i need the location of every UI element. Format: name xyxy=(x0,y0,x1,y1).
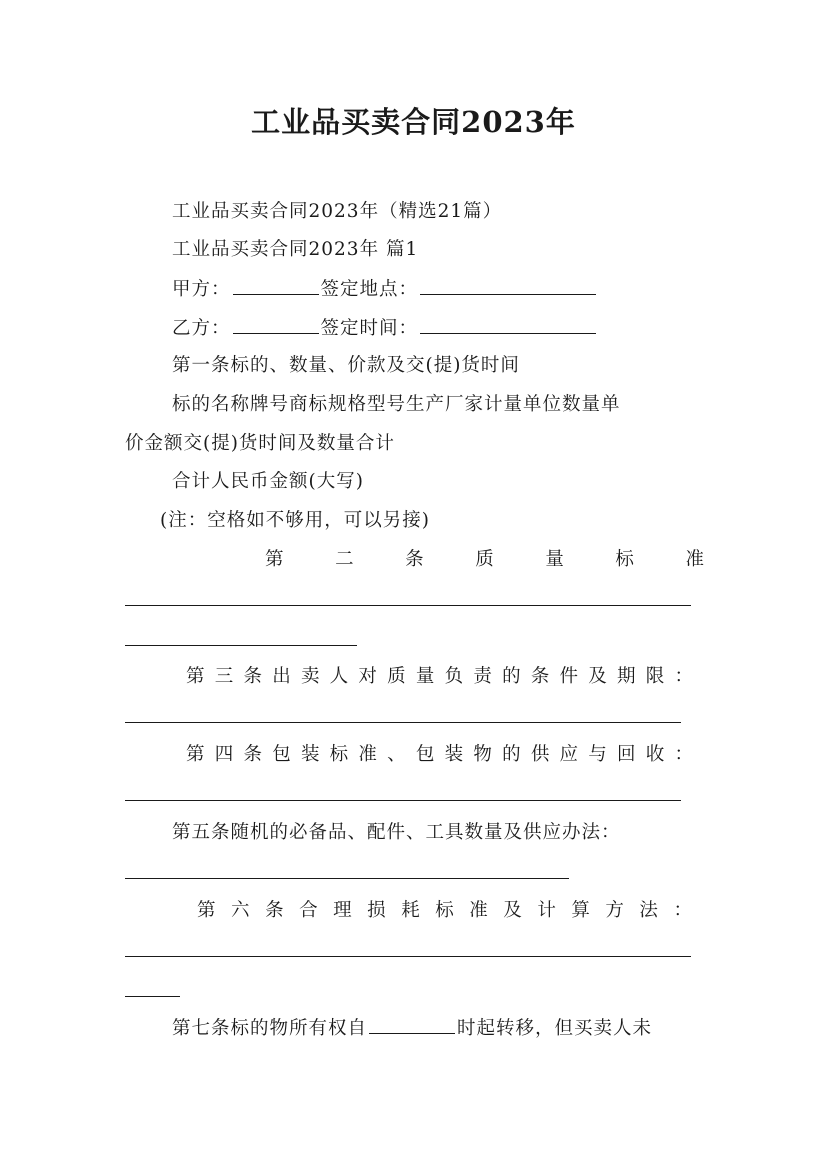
article-4-blank xyxy=(125,800,681,801)
article-3-char: 的 xyxy=(502,666,522,687)
article-1: 第一条标的、数量、价款及交(提)货时间 xyxy=(172,355,520,376)
article-3 xyxy=(186,665,694,689)
article-2-blank xyxy=(125,605,691,606)
party-b-blank xyxy=(233,316,319,334)
sign-time-label: 签定时间： xyxy=(320,318,419,339)
article-3-char: 责 xyxy=(473,666,493,687)
article-4-char: ： xyxy=(674,744,694,765)
article-6-char: 准 xyxy=(469,900,489,921)
article-3-char: 卖 xyxy=(300,666,321,687)
article-3-char: 条 xyxy=(530,666,551,687)
article-6-char: 条 xyxy=(265,900,285,921)
article-4-char: 准 xyxy=(358,744,378,765)
article-4-char: 装 xyxy=(300,744,321,765)
total-amount: 合计人民币金额(大写) xyxy=(172,471,364,492)
article-7-text-start: 第七条标的物所有权自 xyxy=(172,1018,368,1039)
document-title: 工业品买卖合同2023年 xyxy=(251,105,576,139)
sign-place-label: 签定地点： xyxy=(320,279,419,300)
article-6-char: 及 xyxy=(503,900,523,921)
article-5: 第五条随机的必备品、配件、工具数量及供应办法： xyxy=(172,822,621,843)
article-2-blank-cont xyxy=(125,645,357,646)
article-3-char: 及 xyxy=(588,666,608,687)
article-4-char: 供 xyxy=(530,744,551,765)
table-header-line-2: 价金额交(提)货时间及数量合计 xyxy=(125,433,395,454)
article-2-char: 质 xyxy=(475,549,495,570)
article-2 xyxy=(265,548,705,572)
article-6-char: 计 xyxy=(537,900,557,921)
article-3-char: 出 xyxy=(272,666,292,687)
article-3-blank xyxy=(125,722,681,723)
article-4-char: 收 xyxy=(645,744,666,765)
article-3-char: 件 xyxy=(559,666,580,687)
party-a-blank xyxy=(233,277,319,295)
article-3-char: 条 xyxy=(243,666,263,687)
article-4-char: 的 xyxy=(502,744,522,765)
article-6-char: 方 xyxy=(605,900,625,921)
article-6-blank-cont xyxy=(125,996,180,997)
note: (注：空格如不够用，可以另接) xyxy=(160,510,430,531)
article-6-char: 六 xyxy=(231,900,251,921)
sign-place-blank xyxy=(420,277,596,295)
article-3-char: 质 xyxy=(387,666,407,687)
article-7 xyxy=(172,1016,705,1041)
sign-time-blank xyxy=(420,316,596,334)
article-6-char: 理 xyxy=(333,900,353,921)
article-4-char: 回 xyxy=(617,744,637,765)
article-3-char: 对 xyxy=(358,666,378,687)
article-4-char: 装 xyxy=(444,744,465,765)
party-b-label: 乙方： xyxy=(172,318,231,339)
article-2-char: 准 xyxy=(685,549,705,570)
article-7-text-end: 时起转移，但买卖人未 xyxy=(457,1018,653,1039)
article-3-char: 期 xyxy=(617,666,637,687)
article-6-char: 第 xyxy=(197,900,217,921)
party-b-line xyxy=(172,316,705,341)
article-3-char: 三 xyxy=(214,666,235,687)
article-3-char: 人 xyxy=(329,666,350,687)
table-header-line-1: 标的名称牌号商标规格型号生产厂家计量单位数量单 xyxy=(172,394,621,415)
article-6-char: 耗 xyxy=(401,900,421,921)
article-3-char: 量 xyxy=(415,666,436,687)
article-2-char: 条 xyxy=(405,549,425,570)
article-4-char: 、 xyxy=(387,744,407,765)
article-3-char: ： xyxy=(674,666,694,687)
article-4-char: 包 xyxy=(415,744,436,765)
article-4-char: 条 xyxy=(243,744,263,765)
party-a-label: 甲方： xyxy=(172,279,231,300)
article-2-char: 标 xyxy=(615,549,635,570)
article-4-char: 第 xyxy=(186,744,206,765)
article-6-char: 算 xyxy=(571,900,591,921)
article-6-char: 合 xyxy=(299,900,319,921)
article-6-char: ： xyxy=(673,900,693,921)
article-7-blank xyxy=(369,1016,455,1034)
article-6-char: 法 xyxy=(639,900,659,921)
article-4-char: 标 xyxy=(329,744,350,765)
article-3-char: 限 xyxy=(645,666,666,687)
article-2-char: 量 xyxy=(545,549,565,570)
article-4-char: 应 xyxy=(559,744,580,765)
article-2-char: 第 xyxy=(265,549,285,570)
document-subtitle: 工业品买卖合同2023年（精选21篇） xyxy=(172,201,503,222)
article-4-char: 四 xyxy=(214,744,235,765)
party-a-line xyxy=(172,277,705,302)
article-3-char: 负 xyxy=(444,666,465,687)
article-6-blank xyxy=(125,956,691,957)
part-heading: 工业品买卖合同2023年 篇1 xyxy=(172,239,419,260)
article-3-char: 第 xyxy=(186,666,206,687)
article-4 xyxy=(186,743,694,767)
article-6 xyxy=(197,899,693,923)
article-6-char: 损 xyxy=(367,900,387,921)
article-2-char: 二 xyxy=(335,549,355,570)
article-5-blank xyxy=(125,878,569,879)
article-4-char: 物 xyxy=(473,744,493,765)
article-4-char: 包 xyxy=(272,744,292,765)
article-6-char: 标 xyxy=(435,900,455,921)
article-4-char: 与 xyxy=(588,744,608,765)
